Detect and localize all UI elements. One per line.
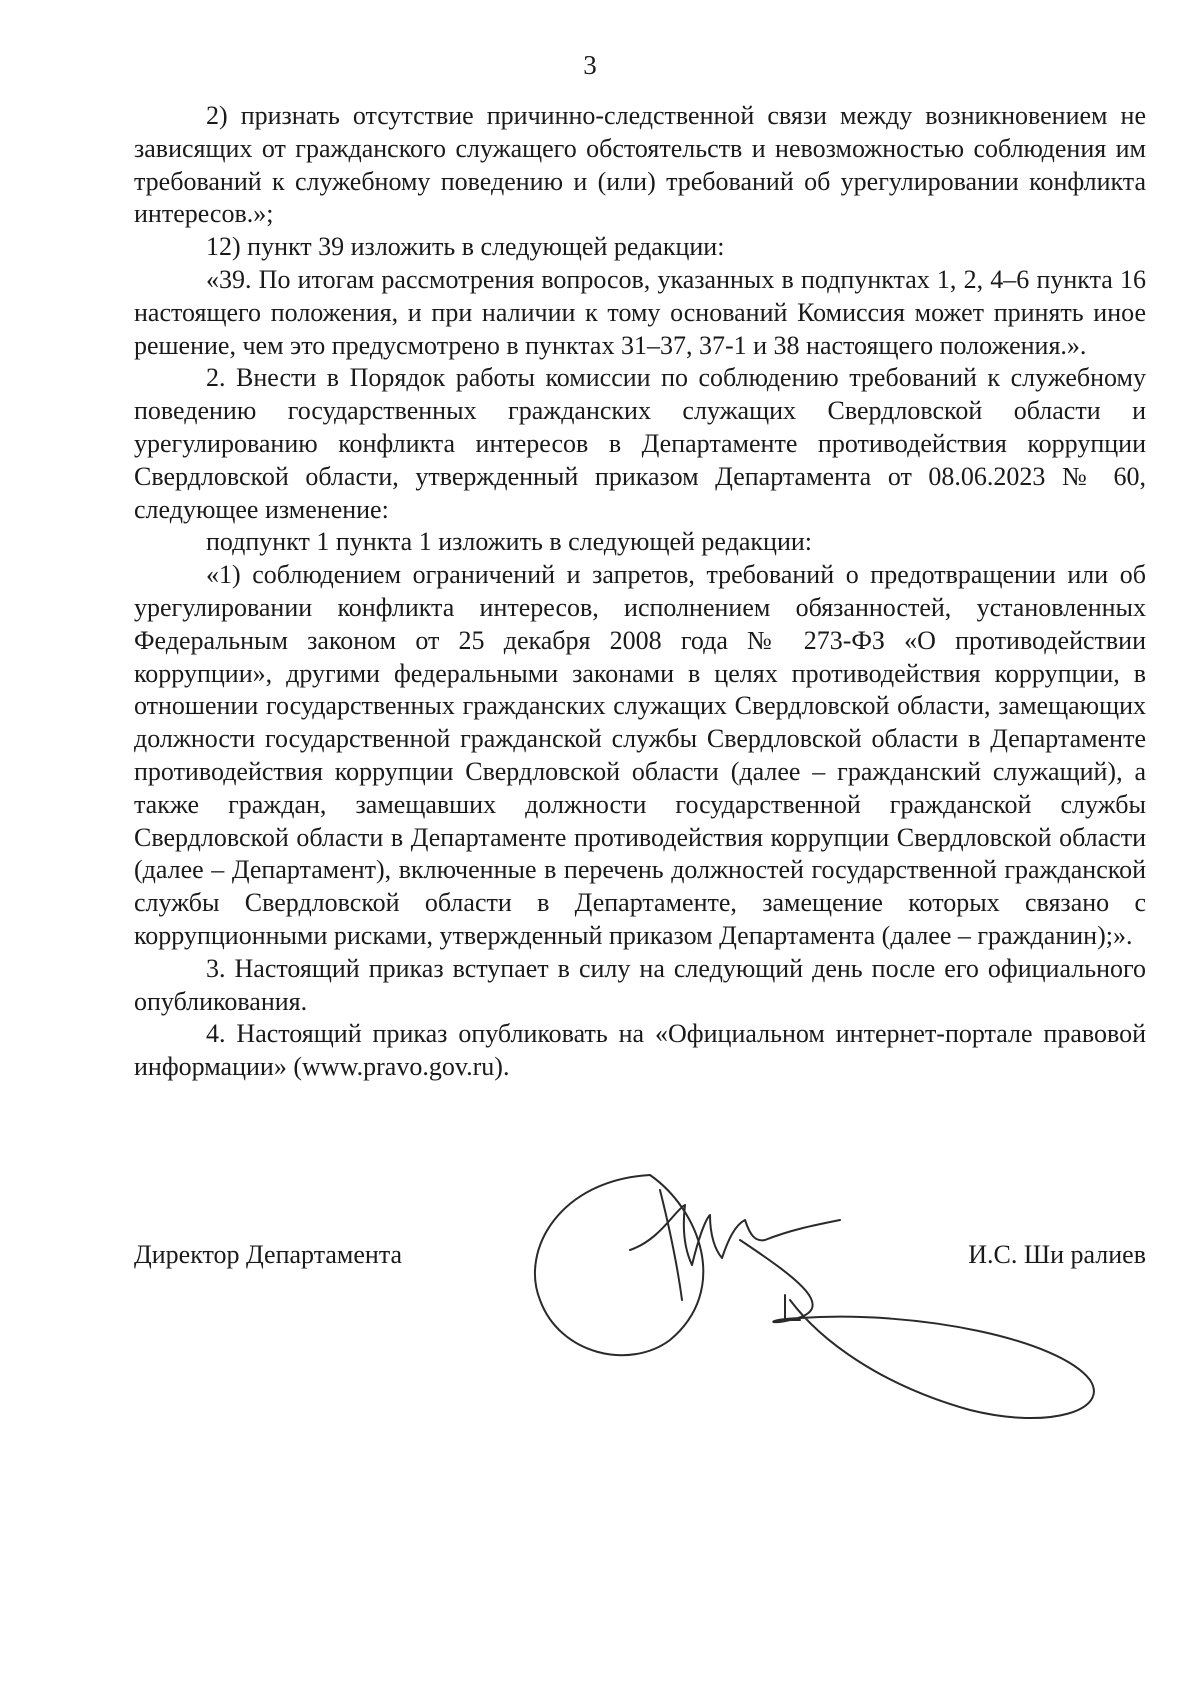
paragraph-subpoint-instruction: подпункт 1 пункта 1 изложить в следующей редакции: [206, 527, 812, 557]
paragraph-point-39: «39. По итогам рассмотрения вопросов, указанных в подпунктах 1, 2, 4–6 пункта 16 настоящего положения, и при наличии к тому оснований Комиссия может принять иное решение, чем это предусмотрено в пунктах 31–37, 37-1 и 38 настоящего положения.». [134, 264, 1146, 360]
paragraph-section-4: 4. Настоящий приказ опубликовать на «Официальном интернет-портале правовой информации» (www.pravo.gov.ru). [134, 1019, 1146, 1082]
page-number: 3 [583, 50, 597, 80]
paragraph-item-2: 2) признать отсутствие причинно-следственной связи между возникновением не зависящих от гражданского служащего обстоятельств и невозможностью соблюдения им требований к служебному поведению и (или) требований об урегулировании конфликта интересов.»; [134, 101, 1146, 229]
paragraph-section-3: 3. Настоящий приказ вступает в силу на следующий день после его официального опубликования. [134, 953, 1146, 1016]
paragraph-subpoint-1-text: «1) соблюдением ограничений и запретов, требований о предотвращении или об урегулировании конфликта интересов, исполнением обязанностей, установленных Федеральным законом от 25 декабря 2008 года № 273-ФЗ «О противодействии коррупции», другими федеральными законами в целях противодействия коррупции, в отношении государственных гражданских служащих Свердловской области, замещающих должности государственной гражданской службы Свердловской области в Департаменте противодействия коррупции Свердловской области (далее – гражданский служащий), а также граждан, замещавших должности государственной гражданской службы Свердловской области в Департаменте противодействия коррупции Свердловской области (далее – Департамент), включенные в перечень должностей государственной гражданской службы Свердловской области в Департаменте, замещение которых связано с коррупционными рисками, утвержденный приказом Департамента (далее – гражданин);». [134, 560, 1146, 950]
paragraph-item-12: 12) пункт 39 изложить в следующей редакции: [206, 232, 725, 262]
paragraph-section-2: 2. Внести в Порядок работы комиссии по соблюдению требований к служебному поведению государственных гражданских служащих Свердловской области и урегулированию конфликта интересов в Департаменте противодействия коррупции Свердловской области, утвержденный приказом Департамента от 08.06.2023 № 60, следующее изменение: [134, 363, 1146, 524]
signatory-title: Директор Департамента [134, 1240, 403, 1269]
handwritten-signature [500, 1170, 1160, 1430]
signatory-name: И.С. Ши ралиев [968, 1240, 1146, 1269]
document-body [134, 100, 1146, 1084]
